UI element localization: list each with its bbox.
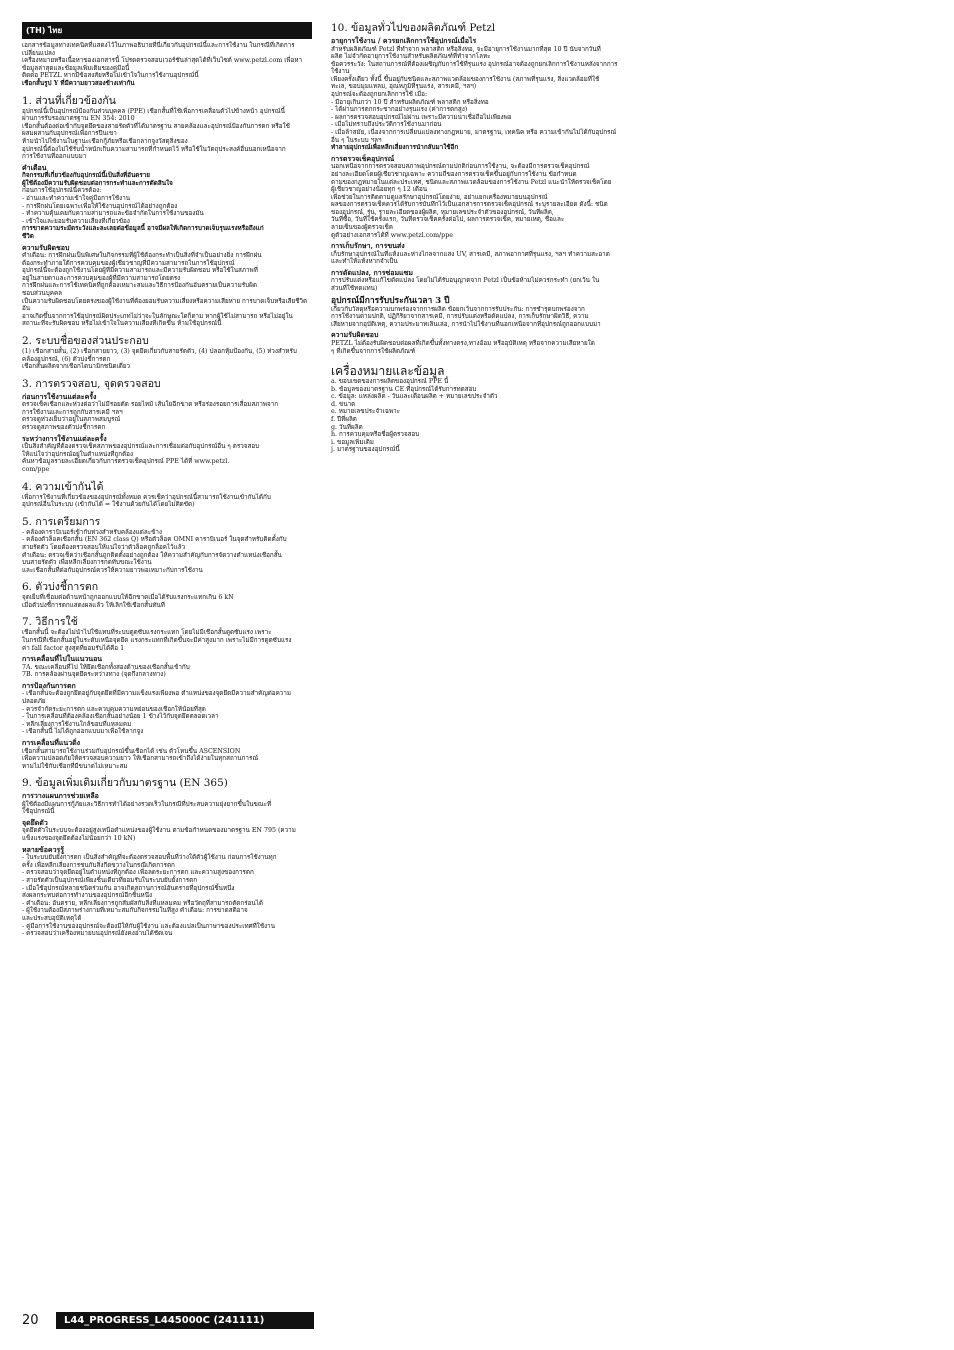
paragraph-line: การใช้งานตามปกติ, ปฏิกิริยาจากสารเคมี, การปรับแต่งหรือดัดแปลง, การเก็บรักษาผิดวิธี, ความ xyxy=(331,313,589,321)
section-heading: 4. ความเข้ากันได้ xyxy=(22,480,104,493)
paragraph-line: และทำให้แห้งหากจำเป็น xyxy=(331,258,398,266)
paragraph-line: - ผู้ใช้งานต้องมีสภาพร่างกายที่เหมาะสมกับกิจกรรมในที่สูง คำเตือน: การขาดสติอาจ xyxy=(22,907,248,915)
paragraph-line: - คล้องคาราบิเนอร์เข้ากับห่วงสำหรับคล้องแต่ละข้าง xyxy=(22,528,163,536)
paragraph-line: เชือกสั้นนี้ จะต้องไม่นำไปใช้แทนที่ระบบดูดซับแรงกระแทก โดยไม่มีเชือกสั้นดูดซับแรง เพราะ xyxy=(22,629,272,637)
paragraph-line: ผู้เชี่ยวชาญอย่างน้อยทุก ๆ 12 เดือน xyxy=(331,186,428,194)
paragraph-line: เป็นความรับผิดชอบโดยตรงของผู้ใช้งานที่ต้องยอมรับความเสี่ยงหรือความเสียหาย การบาดเจ็บหรือเสียชีวิต อัน xyxy=(22,297,308,313)
paragraph-line: - เข้าใจและยอมรับความเสี่ยงที่เกี่ยวข้อง xyxy=(22,217,130,225)
paragraph-line: เครื่องหมายหรือเนื้อหาของเอกสารนี้ โปรดตรวจสอบเวอร์ชันล่าสุดได้ที่เว็บไซต์ www.petzl.com เพื่อหา xyxy=(22,57,303,65)
paragraph-line: e. หมายเลขประจำเฉพาะ xyxy=(331,408,401,416)
paragraph-line: นอกเหนือจากการตรวจสอบสภาพอุปกรณ์ตามปกติก่อนการใช้งาน, จะต้องมีการตรวจเช็คอุปกรณ์ xyxy=(331,163,590,171)
paragraph-line: จุดเย็บที่เชื่อมต่อด้านหน้าถูกออกแบบให้ฉีกขาดเมื่อได้รับแรงกระแทกเกิน 6 kN xyxy=(22,594,234,602)
paragraph-line: com/ppe xyxy=(22,465,50,473)
paragraph-line: PETZL ไม่ต้องรับผิดชอบต่อผลที่เกิดขึ้นทั้งทางตรง,ทางอ้อม หรืออุบัติเหตุ หรือจากความเสียหายใด xyxy=(331,339,595,347)
section-heading: 6. ตัวบ่งชี้การตก xyxy=(22,581,99,594)
paragraph-line: เพื่อช่วยในการติดตามดูแลรักษาอุปกรณ์โดยง่าย, อย่าแยกเครื่องหมายบนอุปกรณ์ xyxy=(331,193,548,201)
paragraph-line: เพื่อความปลอดภัยให้ตรวจสอบความยาว ให้เชือกสามารถเข้าถึงได้ง่ายในทุกสถานการณ์ xyxy=(22,755,259,763)
subsection-heading: การเคลื่อนที่ไปในแนวนอน xyxy=(22,654,103,664)
paragraph-line: ค้นหาข้อมูลรายละเอียดเกี่ยวกับการตรวจเช็คอุปกรณ์ PPE ได้ที่ www.petzl. xyxy=(22,458,230,466)
paragraph-line: ค่า fall factor สูงสุดที่ยอมรับได้คือ 1 xyxy=(22,644,125,652)
paragraph-line: และประสบอุบัติเหตุได้ xyxy=(22,914,82,922)
paragraph-line: - อ่านและทำความเข้าใจคู่มือการใช้งาน xyxy=(22,195,131,202)
paragraph-line: ในกรณีที่เชือกสั้นอยู่ในระดับเหนือจุดยึด แรงกระแทกที่เกิดขึ้นจะมีค่าสูงมาก เพราะไม่มีการดูดซับแรง xyxy=(22,637,292,645)
paragraph-line: ผู้ใช้ต้องมีแผนการกู้ภัยและวิธีการทำได้อย่างรวดเร็วในกรณีที่ประสบความยุ่งยากขึ้นในขณะที่ xyxy=(22,800,272,808)
subsection-heading: อุปกรณ์มีการรับประกันเวลา 3 ปี xyxy=(331,295,450,306)
paragraph-line: การใช้งานและการถูกกับสารเคมี ฯลฯ xyxy=(22,408,123,416)
paragraph-line: ๆ ที่เกิดขึ้นจากการใช้ผลิตภัณฑ์ xyxy=(331,347,416,355)
paragraph-line: - การฝึกฝนโดยเฉพาะเพื่อให้ใช้งานอุปกรณ์ได้อย่างถูกต้อง xyxy=(22,202,178,210)
section-heading: 9. ข้อมูลเพิ่มเติมเกี่ยวกับมาตรฐาน (EN 365) xyxy=(22,777,228,790)
paragraph-line: - ตรวจสอบว่าเครื่องหมายบนอุปกรณ์ยังคงอ่านได้ชัดเจน xyxy=(22,930,173,938)
bold-paragraph-line: ทำลายอุปกรณ์เพื่อหลีกเลี่ยงการนำกลับมาใช้อีก xyxy=(331,144,459,152)
paragraph-line: ตรวจเช็คเชือกและห่วงต่อว่าไม่มีรอยตัด รอยไหม้ เส้นใยฉีกขาด หรือร่องรอยการเสื่อมสภาพจาก xyxy=(22,401,279,409)
paragraph-line: ต้องกระทำภายใต้การควบคุมของผู้เชี่ยวชาญที่มีความสามารถในการใช้อุปกรณ์ xyxy=(22,259,235,267)
paragraph-line: เอกสารข้อมูลทางเทคนิคที่แสดงไว้ในภาพอธิบายที่นี่เกี่ยวกับอุปกรณ์นี้และการใช้งาน ในกรณีที่เกิดการเปลี่ยนแปลง xyxy=(22,42,295,57)
paragraph-line: - คู่มือการใช้งานของอุปกรณ์จะต้องมีให้กับผู้ใช้งาน และต้องแปลเป็นภาษาของประเทศที่ใช้งาน xyxy=(22,922,276,930)
paragraph-line: เชือกสั้นสามารถใช้งานร่วมกับอุปกรณ์ขึ้นเชือกได้ เช่น ตัวโหนขึ้น ASCENSION xyxy=(22,747,241,755)
paragraph-line: อุปกรณ์นี้ต้องไม่ใช้รับน้ำหนักเกินความสามารถที่กำหนดไว้ หรือใช้ในวัตถุประสงค์อื่นนอกเหนือจาก xyxy=(22,145,286,153)
paragraph-line: ครั้ง เพื่อหลีกเลี่ยงการชนกับสิ่งกีดขวางในกรณีเกิดการตก xyxy=(22,861,175,869)
paragraph-line: อุปกรณ์นี้จะต้องถูกใช้งานโดยผู้ที่มีความสามารถและมีความรับผิดชอบ หรือใช้ในสภาพที่ xyxy=(22,267,258,275)
section-heading: เครื่องหมายและข้อมูล xyxy=(331,364,445,379)
paragraph-line: ข้อมูลล่าสุดและข้อมูลเพิ่มเติมของคู่มือนี้ xyxy=(22,64,130,72)
paragraph-line: แข็งแรงของจุดยึดต้องไม่น้อยกว่า 10 kN) xyxy=(22,835,136,843)
subsection-heading: การป้องกันการตก xyxy=(22,680,76,690)
paragraph-line: ห้ามนำไปใช้งานในฐานะเชือกกู้ภัยหรือเชือกลากจูงวัสดุสิ่งของ xyxy=(22,137,188,145)
paragraph-line: i. ขอมูลเพิ่มเติม xyxy=(331,438,374,446)
bold-paragraph-line: ผู้ใช้ต้องมีความรับผิดชอบต่อการกระทำและการตัดสินใจ xyxy=(22,179,173,187)
subsection-heading: ความรับผิดชอบ xyxy=(22,242,70,252)
paragraph-line: 7A. ขณะเคลื่อนที่ไป ให้ยึดเชือกทั้งสองด้านของเชือกสั้นเข้ากับ xyxy=(22,663,190,671)
paragraph-line: ผสมผสานกับอุปกรณ์เพื่อการปีนเขา xyxy=(22,130,117,138)
bold-paragraph-line: เชือกสั้นรูป Y ที่มีความยาวสองข้างเท่ากัน xyxy=(22,79,135,87)
document-code: L44_PROGRESS_L445000C (241111) xyxy=(56,1312,314,1329)
paragraph-line: ให้แน่ใจว่าอุปกรณ์อยู่ในตำแหน่งที่ถูกต้อง xyxy=(22,450,134,458)
paragraph-line: จุดยึดตัวในระบบจะต้องอยู่สูงเหนือตำแหน่งของผู้ใช้งาน ตามข้อกำหนดของมาตรฐาน EN 795 (ความ xyxy=(22,827,296,835)
paragraph-line: เพียงครั้งเดียว ทั้งนี้ ขึ้นอยู่กับชนิดและสภาพแวดล้อมของการใช้งาน (สภาพที่รุนแรง, สิ่งแวดล้อมที่ใช้ xyxy=(331,75,600,83)
section-heading: 7. วิธีการใช้ xyxy=(22,616,78,629)
paragraph-line: ตรวจดูสภาพของตัวบ่งชี้การตก xyxy=(22,424,106,432)
page-footer xyxy=(22,1312,932,1329)
paragraph-line: ผลของการตรวจเช็คควรได้รับการบันทึกไว้เป็นเอกสารการตรวจเช็คอุปกรณ์ ระบุรายละเอียด ดังนี้: ชนิด xyxy=(331,201,608,209)
paragraph-line: j. มาตรฐานของอุปกรณ์นี้ xyxy=(331,446,400,454)
paragraph-line: การฝึกฝนและการใช้เทคนิคที่ถูกต้องเหมาะสมและวิธีการป้องกันอันตรายเป็นความรับผิด xyxy=(22,282,257,290)
section-heading: 2. ระบบชื่อของส่วนประกอบ xyxy=(22,335,149,347)
subsection-heading: การเคลื่อนที่แนวดิ่ง xyxy=(22,738,81,747)
paragraph-line: ทะเล, ขอบมุมแหลม, อุณหภูมิที่รุนแรง, สารเคมี, ฯลฯ) xyxy=(331,83,477,91)
paragraph-line: - ในระบบยับยั้งการตก เป็นสิ่งสำคัญที่จะต้องตรวจสอบพื้นที่ว่างใต้ตัวผู้ใช้งาน ก่อนการใช้งานทุก xyxy=(22,854,277,862)
bold-paragraph-line: ชีวิต xyxy=(22,232,34,240)
paragraph-line: หามไม่ใช้กับเชือกที่มีขนาดไม่เหมาะสม xyxy=(22,762,128,770)
left-column xyxy=(22,22,312,938)
paragraph-line: - คำเตือน: อันตราย, หลีกเลี่ยงการถูกสัมผัสกับสิ่งที่แหลมคม หรือวัตถุที่สามารถตัดกร่อนได้ xyxy=(22,899,263,907)
paragraph-line: อุปกรณ์จะต้องถูกยกเลิกการใช้ เมื่อ: xyxy=(331,91,428,99)
paragraph-line: วันที่ซื้อ, วันที่ใช้ครั้งแรก, วันที่ตรวจเช็คครั้งต่อไป, ผลการตรวจเช็ค, หมายเหตุ, ชื่อและ xyxy=(331,216,565,224)
paragraph-line: ส่วนที่ใช้ทดแทน) xyxy=(331,285,378,293)
paragraph-line: ก่อนการใช้อุปกรณ์นี้ควรต้อง: xyxy=(22,187,102,195)
paragraph-line: g. วันที่ผลิต xyxy=(331,423,363,431)
bold-paragraph-line: กิจกรรมที่เกี่ยวข้องกับอุปกรณ์นี้เป็นสิ่งที่อันตราย xyxy=(22,172,150,180)
paragraph-line: b. ข้อมูลของมาตรฐาน CE ที่อุปกรณ์ได้รับการทดสอบ xyxy=(331,385,477,393)
paragraph-line: ผลิต ไม่จำกัดอายุการใช้งานสำหรับผลิตภัณฑ์ที่ทำจากโลหะ xyxy=(331,53,491,61)
subsection-heading: หลายข้อควรรู้ xyxy=(22,844,65,854)
paragraph-line: ตรวจดูห่วงเย็บว่าอยู่ในสภาพสมบูรณ์ xyxy=(22,416,121,424)
subsection-heading: การวางแผนการช่วยเหลือ xyxy=(22,791,99,801)
paragraph-line: เพื่อการใช้งานที่เกี่ยวข้องของอุปกรณ์ทั้งหมด ควรเช็คว่าอุปกรณ์นี้สามารถใช้งานเข้ากันได้กับ xyxy=(22,493,271,501)
paragraph-line: ดูตัวอย่างเอกสารได้ที่ www.petzl.com/ppe xyxy=(331,231,453,239)
subsection-heading: การตรวจเช็คอุปกรณ์ xyxy=(331,153,395,163)
paragraph-line: - ในการเคลื่อนที่ต้องคล้องเชือกสั้นอย่างน้อย 1 ข้างไว้กับจุดยึดตลอดเวลา xyxy=(22,713,219,721)
subsection-heading: จุดยึดตัว xyxy=(22,817,48,827)
paragraph-line: ตามของกฎหมายในแต่ละประเทศ, ชนิดและสภาพแวดล้อมของการใช้งาน Petzl แนะนำให้ตรวจเช็คโดย xyxy=(331,178,612,186)
subsection-heading: อายุการใช้งาน / ควรยกเลิกการใช้อุปกรณ์เมื่อไร xyxy=(331,36,477,45)
bold-paragraph-line: การขาดความระมัดระวังและละเลยต่อข้อมูลนี้ อาจมีผลให้เกิดการบาดเจ็บรุนแรงหรือถึงแก่ xyxy=(22,225,264,233)
subsection-heading: ระหว่างการใช้งานแต่ละครั้ง xyxy=(22,433,107,443)
paragraph-line: สำหรับผลิตภัณฑ์ Petzl ที่ทำจาก พลาสติก หรือสิ่งทอ, จะมีอายุการใช้งานมากที่สุด 10 ปี นับจากวันที่ xyxy=(331,45,601,53)
paragraph-line: c. ข้อมูล: แหล่งผลิต - วันและเดือนผลิต + หมายเลขประจำตัว xyxy=(331,393,498,401)
paragraph-line: อย่างละเอียดโดยผู้เชี่ยวชาญเฉพาะ ความถี่ของการตรวจเช็คขึ้นอยู่กับการใช้งาน ข้อกำหนด xyxy=(331,170,577,178)
paragraph-line: - คล้องตัวล็อคเชือกสั้น (EN 362 class Q) หรือตัวล็อค OMNI คาราบิเนอร์ ในจุดสำหรับติดตั้งกับ xyxy=(22,536,287,544)
paragraph-line: เป็นสิ่งสำคัญที่ต้องตรวจเช็คสภาพของอุปกรณ์และการเชื่อมต่อกับอุปกรณ์อื่น ๆ ตรวจสอบ xyxy=(22,443,260,451)
paragraph-line: ผ่านการรับรองมาตรฐาน EN 354: 2010 xyxy=(22,115,135,123)
paragraph-line: คล้องอุปกรณ์, (6) ตัวบ่งชี้การตก xyxy=(22,355,111,363)
paragraph-line: ส่งผลกระทบต่อการทำงานของอุปกรณ์อีกชิ้นหนึ่ง xyxy=(22,892,153,900)
paragraph-line: ชอบส่วนบุคคล xyxy=(22,290,63,298)
paragraph-line: เสียหายจากอุบัติเหตุ, ความประมาทเลินเล่อ, การนำไปใช้งานที่นอกเหนือจากที่อุปกรณ์ถูกออกแบบมา xyxy=(331,320,601,328)
paragraph-line: เก็บรักษาอุปกรณ์ในที่แห้งและห่างไกลจากแสง UV, สารเคมี, สภาพอากาศที่รุนแรง, ฯลฯ ทำความสะอาด xyxy=(331,250,610,258)
paragraph-line: - เมื่อล้าสมัย, เนื่องจากการเปลี่ยนแปลงทางกฎหมาย, มาตรฐาน, เทคนิค หรือ ความเข้ากันไม่ได้กับอุปกรณ์ xyxy=(331,129,617,137)
paragraph-line: - หลีกเลี่ยงการใช้งานใกล้ขอบที่แหลมคม xyxy=(22,720,132,728)
subsection-heading: ก่อนการใช้งานแต่ละครั้ง xyxy=(22,391,97,401)
paragraph-line: ของอุปกรณ์, รุ่น, รายละเอียดของผู้ผลิต, หมายเลขประจำตัวของอุปกรณ์, วันที่ผลิต, xyxy=(331,208,554,216)
paragraph-line: ลายเซ็นของผู้ตรวจเช็ค xyxy=(331,224,394,232)
section-heading: 10. ข้อมูลทั่วไปของผลิตภัณฑ์ Petzl xyxy=(331,22,496,34)
paragraph-line: อื่น ๆ ในระบบ ฯลฯ xyxy=(331,136,382,144)
paragraph-line: f. ปีที่ผลิต xyxy=(331,416,357,424)
paragraph-line: a. ขอบเขตของการผลิตของอุปกรณ์ PPE นี้ xyxy=(331,378,449,386)
subsection-heading: การเก็บรักษา, การขนส่ง xyxy=(331,241,405,251)
paragraph-line: - สายรัดตัวเป็นอุปกรณ์เพียงชิ้นเดียวที่ยอมรับในระบบยับยั้งการตก xyxy=(22,876,198,884)
paragraph-line: บนสายรัดตัว เพื่อหลีกเลี่ยงการกดทับขณะใช้งาน xyxy=(22,559,152,567)
paragraph-line: เชือกสั้นต้องต่อเข้ากับจุดยึดของสายรัดตัวที่ได้มาตรฐาน สายคล้องและอุปกรณ์ป้องกันการตก หรือใช้ xyxy=(22,122,290,130)
paragraph-line: สายรัดตัว โดยต้องตรวจสอบให้แน่ใจว่าตัวล็อคถูกล็อคไว้แล้ว xyxy=(22,543,186,551)
paragraph-line: - มีอายุเกินกว่า 10 ปี สำหรับผลิตภัณฑ์ พลาสติก หรือสิ่งทอ xyxy=(331,98,489,106)
paragraph-line: อุปกรณ์นี้เป็นอุปกรณ์ป้องกันส่วนบุคคล (PPE) เชือกสั้นที่ใช้เพื่อการเคลื่อนตัวไปข้างหน้า อุปกรณ์นี้ xyxy=(22,107,285,115)
paragraph-line: d. ขนาด xyxy=(331,400,356,408)
subsection-heading: คำเตือน xyxy=(22,162,47,172)
subsection-heading: ความรับผิดชอบ xyxy=(331,330,379,340)
paragraph-line: - ตรวจสอบว่าจุดยึดอยู่ในตำแหน่งที่ถูกต้อง เพื่อลดระยะการตก และความสูงของการตก xyxy=(22,869,254,877)
paragraph-line: เชือกสั้นผลิตจากเชือกไดนามิกชนิดเดี่ยว xyxy=(22,363,131,371)
paragraph-line: การใช้งานที่ออกแบบมา xyxy=(22,153,87,161)
section-heading: 5. การเตรียมการ xyxy=(22,515,101,528)
paragraph-line: อาจเกิดขึ้นจากการใช้อุปกรณ์ผิดประเภทไม่ว่าจะในลักษณะใดก็ตาม หากผู้ใช้ไม่สามารถ หรือไม่อยู่ใน xyxy=(22,312,293,320)
paragraph-line: สถานะที่จะรับผิดชอบ หรือไม่เข้าใจในความเสี่ยงที่เกิดขึ้น ห้ามใช้อุปกรณ์นี้ xyxy=(22,320,222,328)
paragraph-line: การปรับแต่งหรือแก้ไขดัดแปลง โดยไม่ได้รับอนุญาตจาก Petzl เป็นข้อห้ามไม่ควรกระทำ (ยกเว้น ใน xyxy=(331,277,600,285)
subsection-heading: การดัดแปลง, การซ่อมแซม xyxy=(331,267,413,277)
paragraph-line: - เมื่อใช้อุปกรณ์หลายชนิดร่วมกัน อาจเกิดสถานการณ์อันตรายที่อุปกรณ์ชิ้นหนึ่ง xyxy=(22,884,235,892)
section-heading: 1. ส่วนที่เกี่ยวข้องกัน xyxy=(22,94,116,107)
page-number: 20 xyxy=(22,1313,39,1328)
paragraph-line: h. การควบคุมหรือชื่อผู้ตรวจสอบ xyxy=(331,431,420,439)
paragraph-line: ใช้อุปกรณ์นี้ xyxy=(22,808,55,816)
paragraph-line: - ได้ผ่านการตกกระชากอย่างรุนแรง (ค่าการตกสูง) xyxy=(331,106,468,114)
paragraph-line: 7B. การคล้องผ่านจุดยึดระหว่างทาง (จุดกึ่งกลางทาง) xyxy=(22,671,166,679)
paragraph-line: - ทำความคุ้นเคยกับความสามารถและข้อจำกัดในการใช้งานของมัน xyxy=(22,210,204,218)
paragraph-line: คำเตือน: ตรวจเช็คว่าเชือกสั้นถูกติดตั้งอย่างถูกต้อง ให้ความสำคัญกับการจัดวางตำแหน่งเชือกสั้น xyxy=(22,551,282,559)
paragraph-line: เกี่ยวกับวัสดุหรือความบกพร่องจากการผลิต ข้อยกเว้นจากการรับประกัน: การชำรุดบกพร่องจาก xyxy=(331,305,585,313)
paragraph-line: ติดต่อ PETZL หากมีข้อสงสัยหรือไม่เข้าใจในการใช้งานอุปกรณ์นี้ xyxy=(22,72,199,80)
paragraph-line: อยู่ในสายตาและการควบคุมของผู้ที่มีความสามารถโดยตรง xyxy=(22,274,181,282)
paragraph-line: - เชือกสั้นนี้ ไม่ได้ถูกออกแบบมาเพื่อใช้ลากจูง xyxy=(22,728,144,736)
paragraph-line: ข้อควรระวัง: ในสถานการณ์ที่ต้องเผชิญกับการใช้ที่รุนแรง อุปกรณ์อาจต้องถูกยกเลิกการใช้งานหลังจากการใช้งาน xyxy=(331,60,618,76)
paragraph-line: - เมื่อไม่ทราบถึงประวัติการใช้งานมาก่อน xyxy=(331,121,442,129)
paragraph-line: - ผลการตรวจสอบอุปกรณ์ไม่ผ่าน เพราะมีความน่าเชื่อถือไม่เพียงพอ xyxy=(331,113,512,121)
paragraph-line: คำเตือน: การฝึกฝนเป็นพิเศษในกิจกรรมที่ผู้ใช้ต้องกระทำเป็นสิ่งที่จำเป็นอย่างยิ่ง การฝึกฝน xyxy=(22,252,262,260)
right-column xyxy=(331,22,621,454)
paragraph-line: (1) เชือกสายสั้น, (2) เชือกสายยาว, (3) จุดยึดเกี่ยวกับสายรัดตัว, (4) ปลอกหุ้มป้องกัน, (5) ห่วงสำหรับ xyxy=(22,348,297,355)
paragraph-line: เมื่อตัวบ่งชี้การตกแสดงผลแล้ว ให้เลิกใช้เชือกสั้นทันที xyxy=(22,601,165,609)
section-heading: 3. การตรวจสอบ, จุดตรวจสอบ xyxy=(22,377,161,390)
paragraph-line: - ควรจำกัดระยะการตก และควบคุมความหย่อนของเชือกให้น้อยที่สุด xyxy=(22,705,206,713)
language-header: (TH) ไทย xyxy=(22,22,312,39)
paragraph-line: - เชือกสั้นจะต้องถูกยึดอยู่กับจุดยึดที่มีความแข็งแรงเพียงพอ ตำแหน่งของจุดยึดมีความสำคัญต่อความปลอดภัย xyxy=(22,690,292,706)
paragraph-line: และเชือกสั้นที่ต่อกับอุปกรณ์ควรให้ความยาวพอเหมาะกับการใช้งาน xyxy=(22,566,203,574)
paragraph-line: อุปกรณ์อื่นในระบบ (เข้ากันได้ = ใช้งานด้วยกันได้โดยไม่ติดขัด) xyxy=(22,501,195,509)
